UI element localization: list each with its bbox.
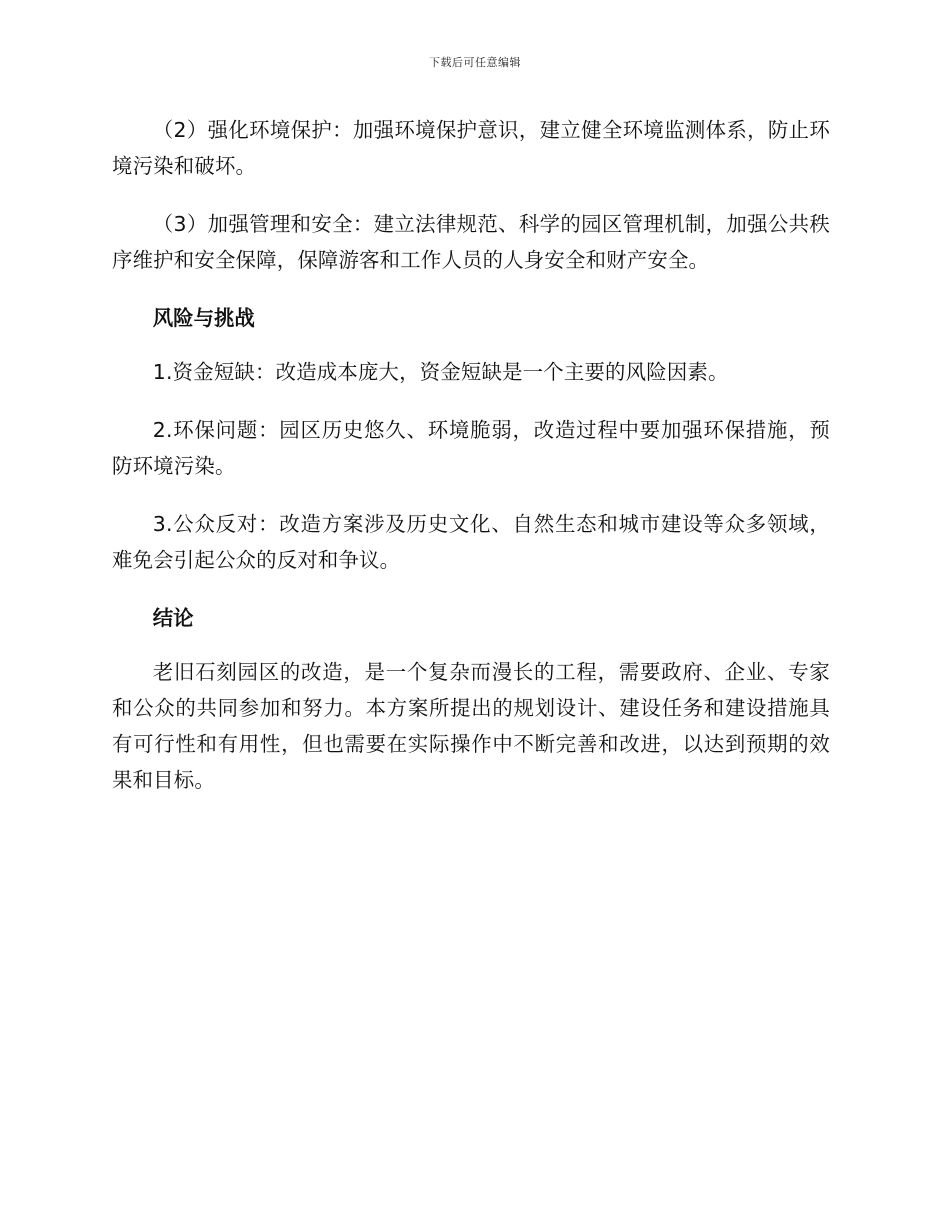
section-heading-risks: 风险与挑战 [152,306,255,330]
risk-item-environment: 2.环保问题：园区历史悠久、环境脆弱，改造过程中要加强环保措施，预防环境污染。 [112,418,830,478]
section-heading-conclusion: 结论 [152,606,194,630]
paragraph-management-safety: （3）加强管理和安全：建立法律规范、科学的园区管理机制，加强公共秩序维护和安全保障，保障游客和工作人员的人身安全和财产安全。 [112,212,830,272]
document-body [112,112,830,820]
paragraph-conclusion: 老旧石刻园区的改造，是一个复杂而漫长的工程，需要政府、企业、专家和公众的共同参加和努力。本方案所提出的规划设计、建设任务和建设措施具有可行性和有用性，但也需要在实际操作中不断完善和改进，以达到预期的效果和目标。 [112,660,830,792]
risk-item-public-opposition: 3.公众反对：改造方案涉及历史文化、自然生态和城市建设等众多领域，难免会引起公众的反对和争议。 [112,512,830,572]
page-header-note: 下载后可任意编辑 [429,56,521,69]
risk-item-funding: 1.资金短缺：改造成本庞大，资金短缺是一个主要的风险因素。 [152,360,729,384]
paragraph-environment-protection: （2）强化环境保护：加强环境保护意识，建立健全环境监测体系，防止环境污染和破坏。 [112,118,830,178]
